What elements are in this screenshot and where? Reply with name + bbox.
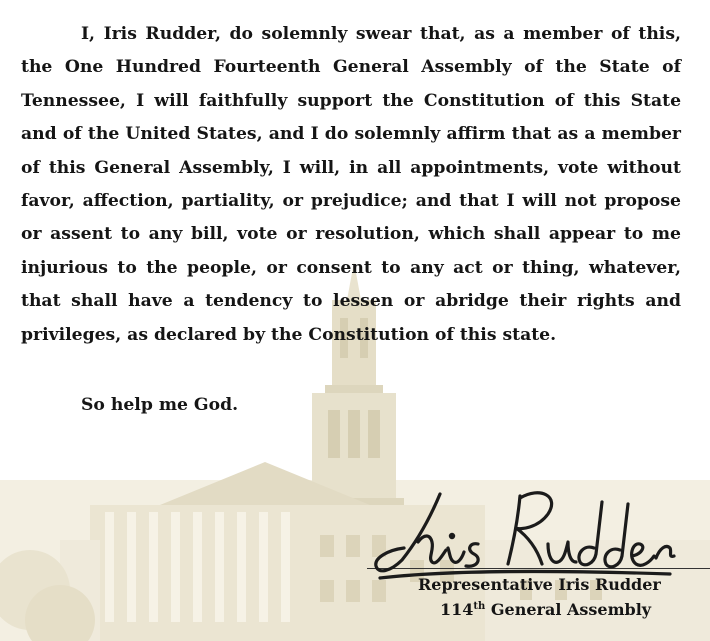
signer-title: Representative Iris Rudder [418, 575, 661, 594]
closing-line: So help me God. [81, 395, 239, 415]
assembly-suffix: th [473, 601, 486, 612]
signer-assembly [440, 599, 651, 621]
oath-paragraph: I, Iris Rudder, do solemnly swear that, as a member of this, the One Hundred Fourteenth General Assembly of the State of Tennessee, I will faithfully support the Constitution of this State and of the United States, and I do solemnly affirm that as a member of this General Assembly, I will, in all appointments, vote without favor, affection, partiality, or prejudice; and that I will not propose or assent to any bill, vote or resolution, which shall appear to me injurious to the people, or consent to any act or thing, whatever, that shall have a tendency to lessen or abridge their rights and privileges, as declared by the Constitution of this state. [21, 24, 681, 345]
assembly-number: 114 [440, 600, 474, 619]
assembly-label: General Assembly [490, 600, 652, 619]
handwritten-signature-icon [370, 478, 690, 588]
